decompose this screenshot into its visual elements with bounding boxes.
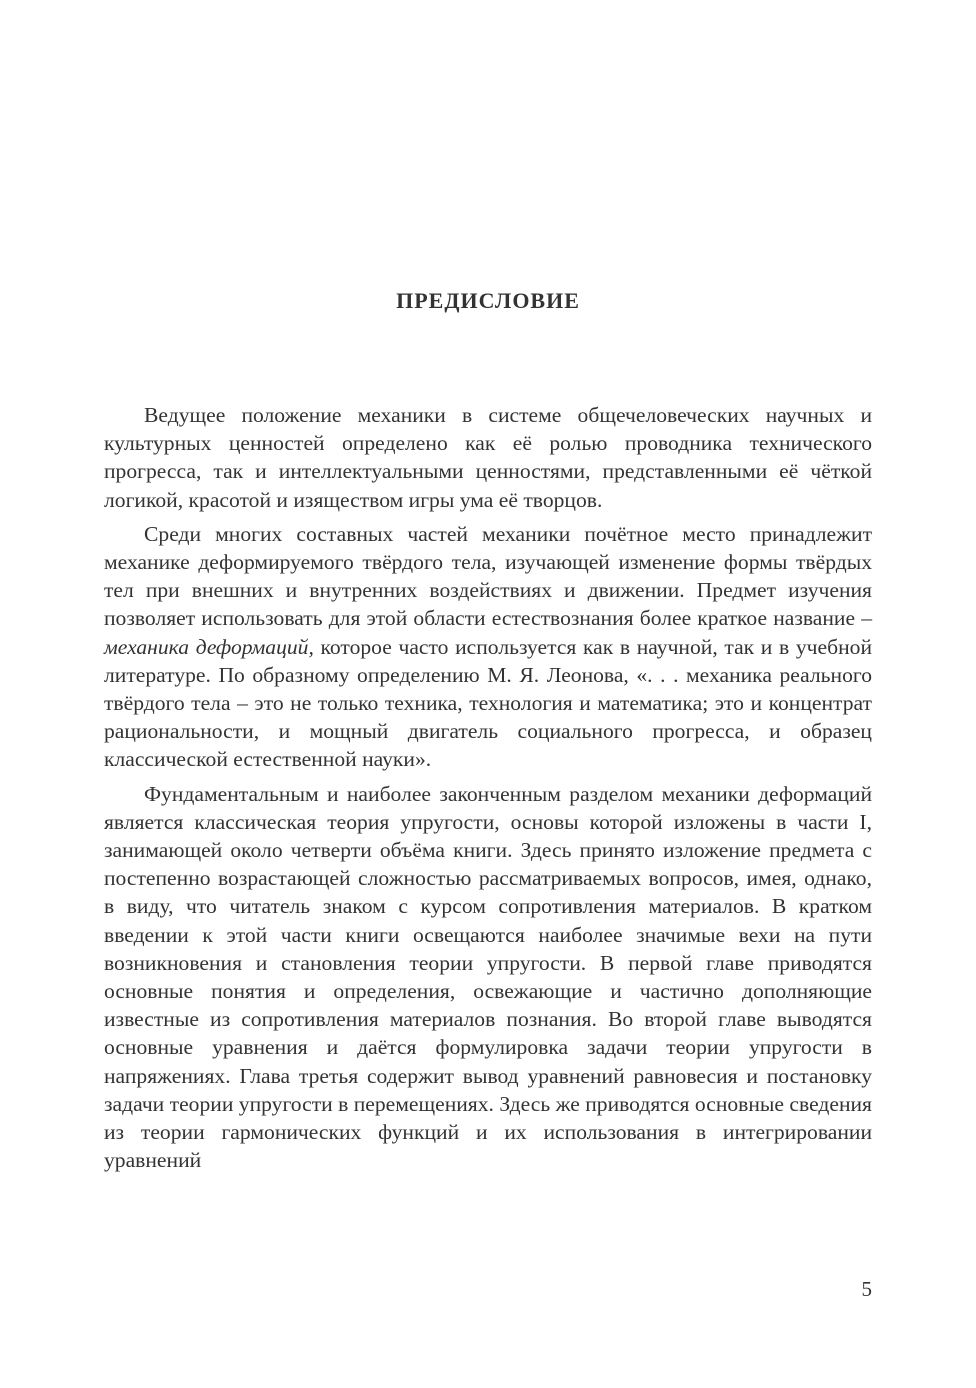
page-title: ПРЕДИСЛОВИЕ — [396, 288, 580, 313]
body-text — [104, 401, 872, 1174]
paragraph-2-text-start: Среди многих составных частей механики почётное место принадлежит механике деформируемого твёрдого тела, изучающей изменение формы твёрдых тел при внешних и внутренних воздействиях и движении. Предмет изучения позволяет использовать для этой области естествознания более краткое название – — [104, 521, 872, 631]
paragraph-1: Ведущее положение механики в системе общечеловеческих научных и культурных ценностей определено как её ролью проводника технического прогресса, так и интеллектуальными ценностями, представленными её чёткой логикой, красотой и изяществом игры ума её творцов. — [104, 403, 872, 512]
emphasized-term: механика деформаций, — [104, 634, 314, 659]
paragraph-2 — [104, 520, 872, 774]
paragraph-2-text-end: которое часто используется как в научной, так и в учебной литературе. По образному определению М. Я. Леонова, «. . . механика реального твёрдого тела – это не только техника, технология и математика; это и концентрат рациональности, и мощный двигатель социального прогресса, и образец классической естественной науки». — [104, 634, 873, 772]
paragraph-3: Фундаментальным и наиболее законченным разделом механики деформаций является классическая теория упругости, основы которой изложены в части I, занимающей около четверти объёма книги. Здесь принято изложение предмета с постепенно возрастающей сложностью рассматриваемых вопросов, имея, однако, в виду, что читатель знаком с курсом сопротивления материалов. В кратком введении к этой части книги освещаются наиболее значимые вехи на пути возникновения и становления теории упругости. В первой главе приводятся основные понятия и определения, освежающие и частично дополняющие известные из сопротивления материалов познания. Во второй главе выводятся основные уравнения и даётся формулировка задачи теории упругости в напряжениях. Глава третья содержит вывод уравнений равновесия и постановку задачи теории упругости в перемещениях. Здесь же приводятся основные сведения из теории гармонических функций и их использования в интегрировании уравнений — [104, 781, 872, 1173]
page-number: 5 — [861, 1277, 872, 1301]
